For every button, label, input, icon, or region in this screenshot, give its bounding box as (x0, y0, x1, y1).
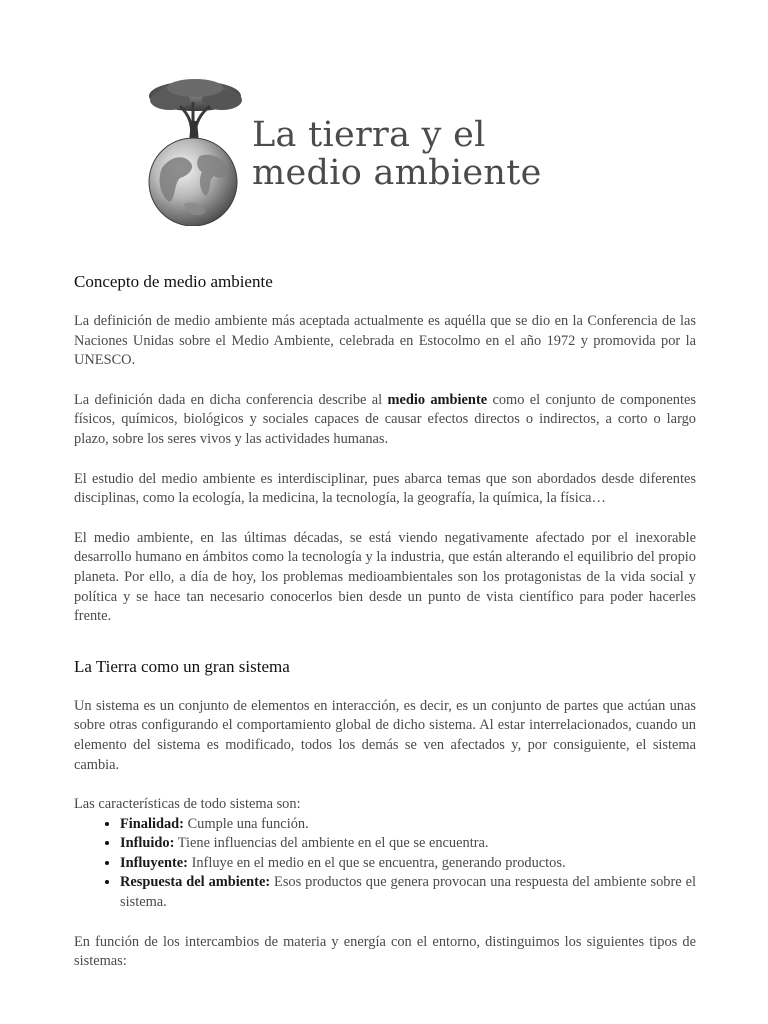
list-term: Respuesta del ambiente: (120, 874, 271, 891)
paragraph-conferencia (74, 391, 696, 450)
list-text: Influye en el medio en el que se encuentra, generando productos. (187, 854, 566, 871)
paragraph-text: como el conjunto de componentes físicos, químicos, biológicos y sociales capaces de causar efectos directos o indirectos, a corto o largo plazo, sobre los seres vivos y las actividades humanas. (74, 391, 696, 447)
section-heading-sistema: La Tierra como un gran sistema (74, 656, 290, 676)
document-title (252, 116, 542, 192)
paragraph-interdisciplinar: El estudio del medio ambiente es interdisciplinar, pues abarca temas que son abordados desde diferentes disciplinas, como la ecología, la medicina, la tecnología, la geografía, la química, la física… (74, 470, 696, 507)
document-header (140, 76, 620, 236)
paragraph-text: La definición dada en dicha conferencia describe al (74, 391, 388, 408)
title-line-1: La tierra y el (252, 115, 486, 155)
title-line-2: medio ambiente (252, 153, 542, 193)
document-body (74, 270, 696, 972)
earth-tree-icon (140, 76, 250, 226)
list-text: Tiene influencias del ambiente en el que se encuentra. (174, 835, 489, 852)
list-text: Esos productos que genera provocan una respuesta del ambiente sobre el sistema. (120, 874, 696, 911)
list-item (120, 834, 696, 854)
characteristics-list (74, 815, 696, 913)
list-term: Influyente: (120, 854, 188, 871)
list-item (120, 815, 696, 835)
list-term: Finalidad: (120, 815, 184, 832)
list-text: Cumple una función. (183, 815, 309, 832)
bold-term: medio ambiente (387, 391, 488, 408)
section-heading-concepto: Concepto de medio ambiente (74, 272, 273, 291)
paragraph-problemas: El medio ambiente, en las últimas décadas, se está viendo negativamente afectado por el inexorable desarrollo humano en ámbitos como la tecnología y la industria, que están alterando el equilibrio del propio planeta. Por ello, a día de hoy, los problemas medioambientales son los protagonistas de la vida social y política y se hace tan necesario conocerlos bien desde un punto de vista científico para poder hacerles frente. (74, 529, 696, 625)
paragraph-tipos: En función de los intercambios de materia y energía con el entorno, distinguimos los siguientes tipos de sistemas: (74, 933, 696, 970)
paragraph-sistema: Un sistema es un conjunto de elementos en interacción, es decir, es un conjunto de partes que actúan unas sobre otras configurando el comportamiento global de dicho sistema. Al estar interrelacionados, cuando un elemento del sistema es modificado, todos los demás se ven afectados y, por consiguiente, el sistema cambia. (74, 697, 696, 773)
paragraph-definicion: La definición de medio ambiente más aceptada actualmente es aquélla que se dio en la Conferencia de las Naciones Unidas sobre el Medio Ambiente, celebrada en Estocolmo en el año 1972 y promovida por la UNESCO. (74, 313, 696, 369)
list-intro: Las características de todo sistema son: (74, 796, 301, 813)
list-term: Influido: (120, 835, 175, 852)
list-item (120, 873, 696, 912)
list-item (120, 854, 696, 874)
